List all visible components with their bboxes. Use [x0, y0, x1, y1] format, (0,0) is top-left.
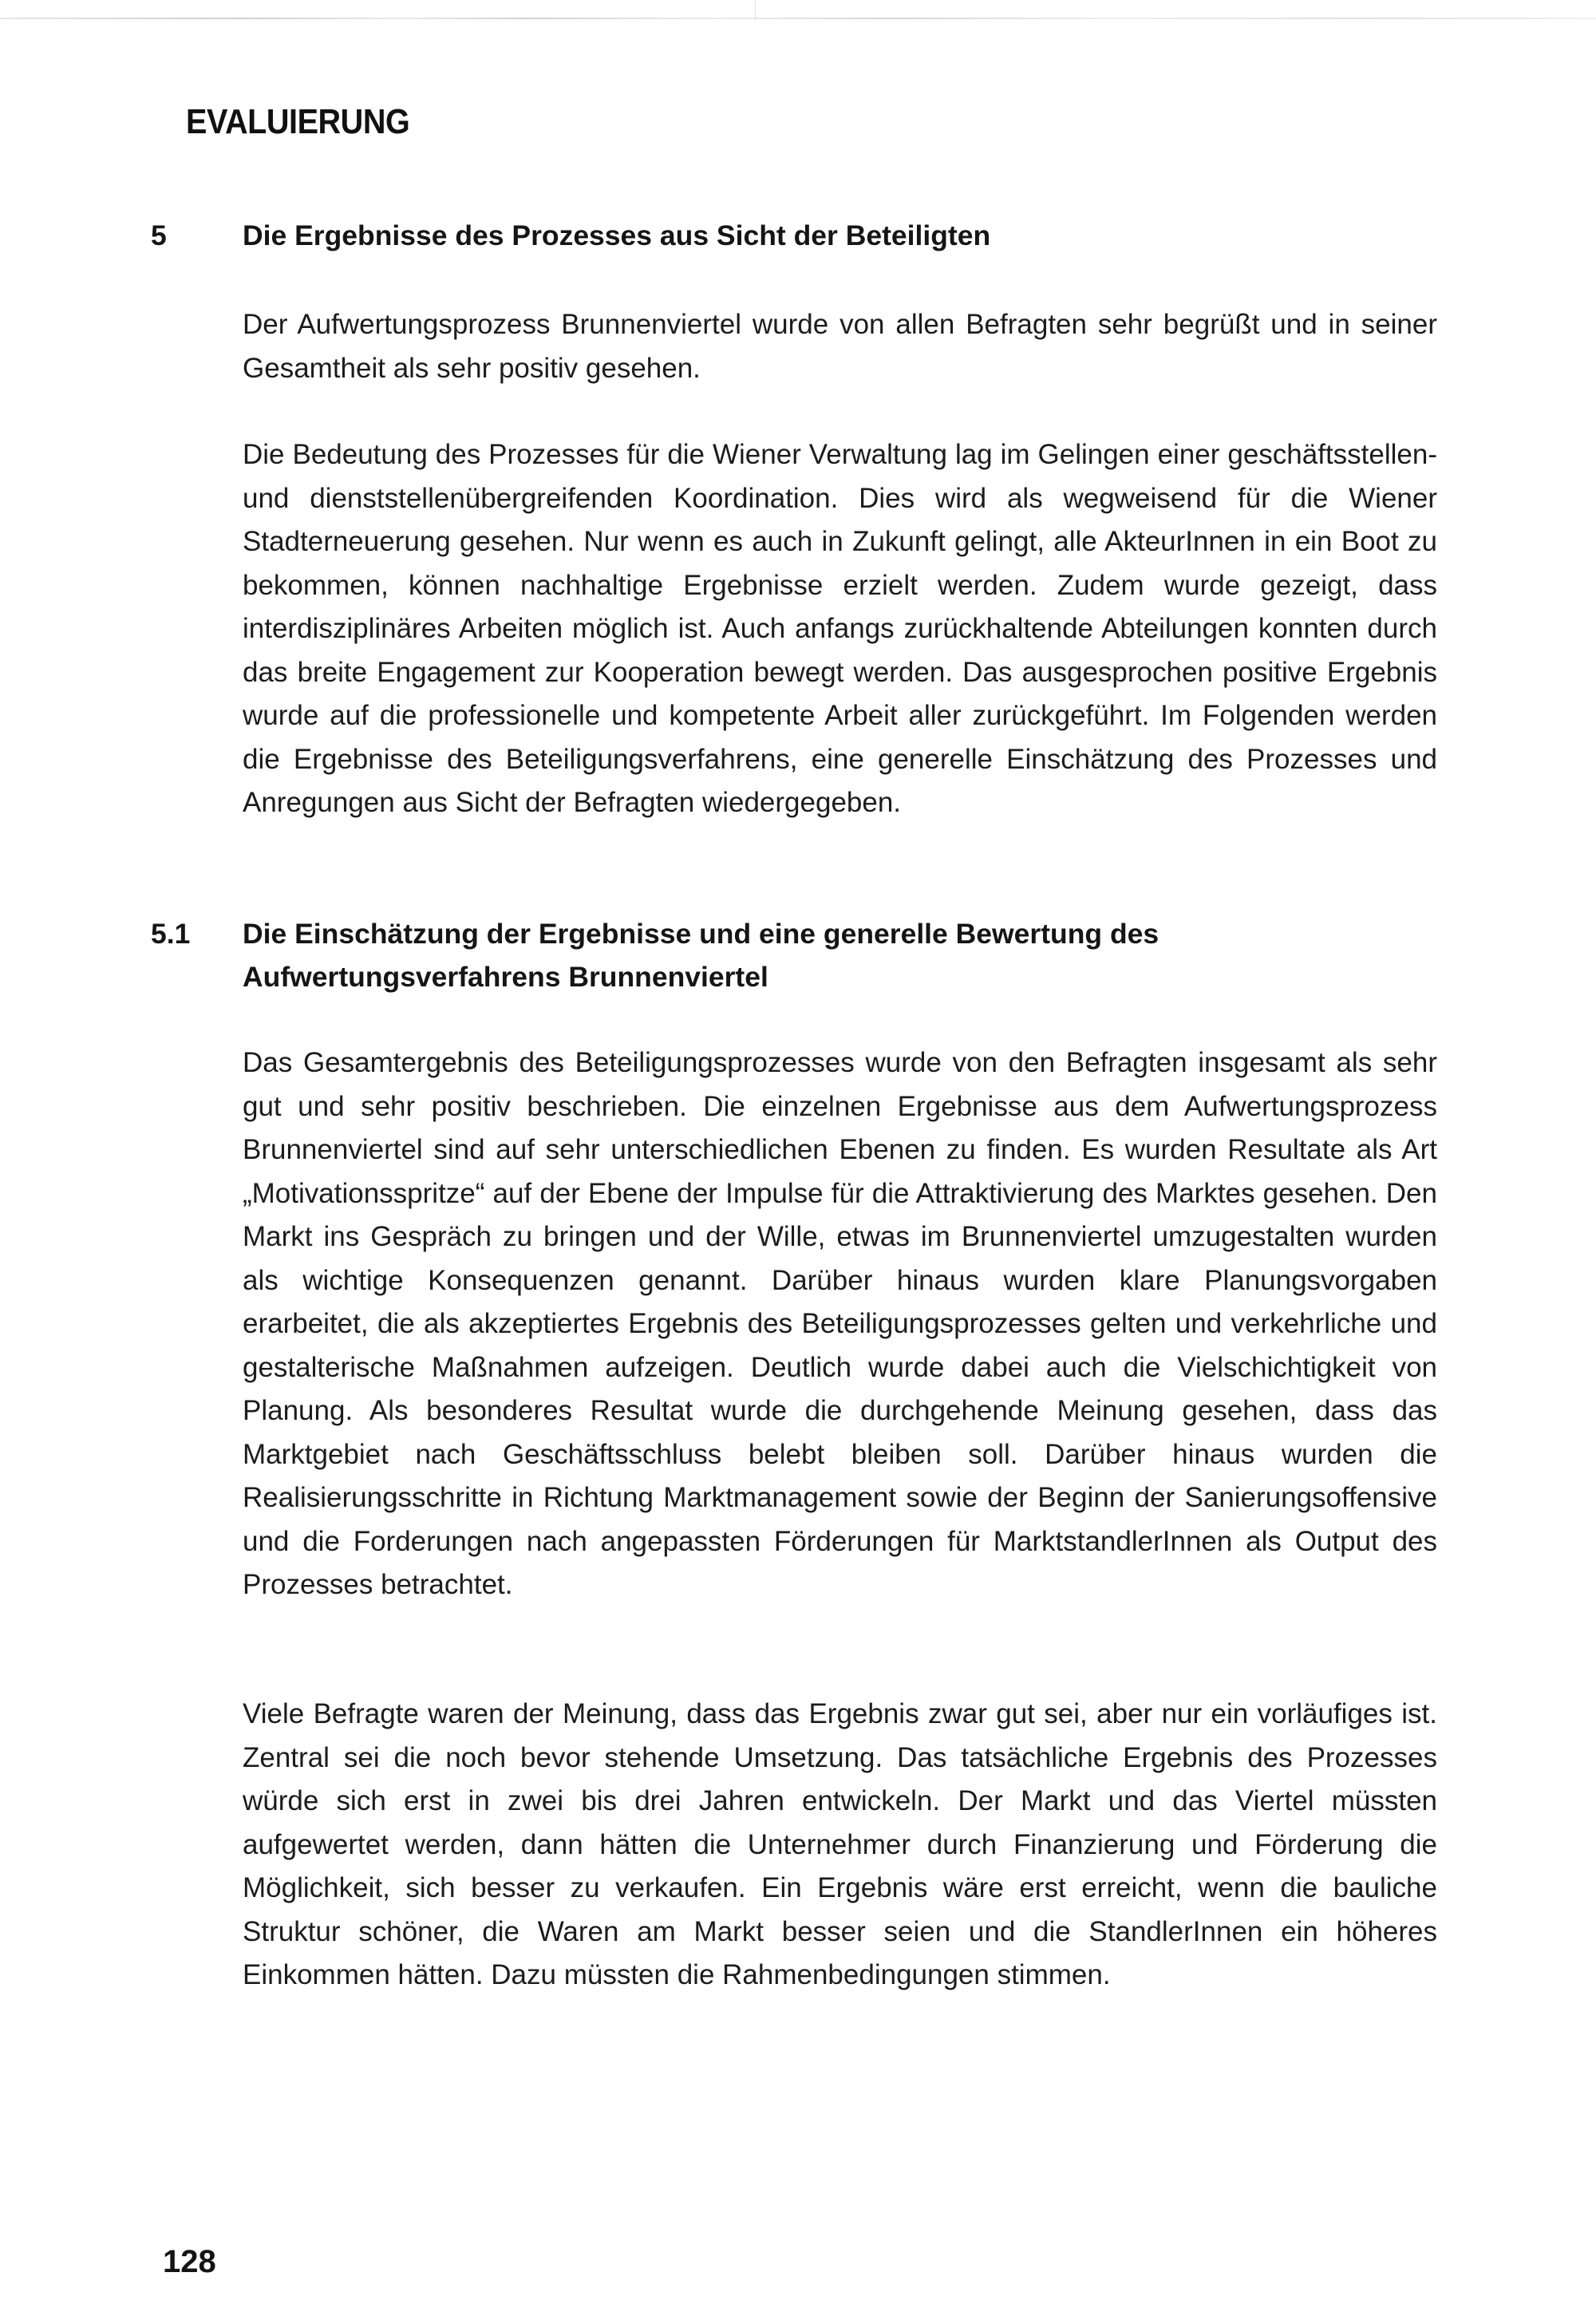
section-heading-5-1: [151, 912, 1468, 998]
scan-fold-mark: [755, 0, 756, 21]
page-number: 128: [163, 2244, 216, 2279]
paragraph-5-1-1: Das Gesamtergebnis des Beteiligungsprozesses wurde von den Befragten insgesamt als sehr gut und sehr positiv beschrieben. Die einzelnen Ergebnisse aus dem Aufwertungsprozess Brunnenviertel sind auf sehr unterschiedlichen Ebenen zu finden. Es wurden Resultate als Art „Motivationsspritze“ auf der Ebene der Impulse für die Attraktivierung des Marktes gesehen. Den Markt ins Gespräch zu bringen und der Wille, etwas im Brunnenviertel umzugestalten wurden als wichtige Konsequenzen genannt. Darüber hinaus wurden klare Planungsvorgaben erarbeitet, die als akzeptiertes Ergebnis des Beteiligungsprozesses gelten und verkehrliche und gestalterische Maßnahmen aufzeigen. Deutlich wurde dabei auch die Vielschichtigkeit von Planung. Als besonderes Resultat wurde die durchgehende Meinung gesehen, dass das Marktgebiet nach Geschäftsschluss belebt bleiben soll. Darüber hinaus wurden die Realisierungsschritte in Richtung Marktmanagement sowie der Beginn der Sanierungsoffensive und die Forderungen nach angepassten Förderungen für MarktstandlerInnen als Output des Prozesses betrachtet.: [243, 1047, 1437, 1600]
paragraph-5-2: Die Bedeutung des Prozesses für die Wiener Verwaltung lag im Gelingen einer geschäftsstellen- und dienststellenübergreifenden Koordination. Dies wird als wegweisend für die Wiener Stadterneuerung gesehen. Nur wenn es auch in Zukunft gelingt, alle AkteurInnen in ein Boot zu bekommen, können nachhaltige Ergebnisse erzielt werden. Zudem wurde gezeigt, dass interdisziplinäres Arbeiten möglich ist. Auch anfangs zurückhaltende Abteilungen konnten durch das breite Engagement zur Kooperation bewegt werden. Das ausgesprochen positive Ergebnis wurde auf die professionelle und kompetente Arbeit aller zurückgeführt. Im Folgenden werden die Ergebnisse des Beteiligungsverfahrens, eine generelle Einschätzung des Prozesses und Anregungen aus Sicht der Befragten wiedergegeben.: [243, 439, 1437, 818]
section-number: 5: [151, 219, 167, 251]
section-heading-5: [151, 214, 1468, 257]
running-head: EVALUIERUNG: [186, 102, 410, 141]
section-number: 5.1: [151, 918, 191, 950]
section-title: Die Ergebnisse des Prozesses aus Sicht der Beteiligten: [243, 219, 991, 251]
scan-edge-line: [0, 18, 1596, 19]
paragraph-5-1-2: Viele Befragte waren der Meinung, dass das Ergebnis zwar gut sei, aber nur ein vorläufiges ist. Zentral sei die noch bevor stehende Umsetzung. Das tatsächliche Ergebnis des Prozesses würde sich erst in zwei bis drei Jahren entwickeln. Der Markt und das Viertel müssten aufgewertet werden, dann hätten die Unternehmer durch Finanzierung und Förderung die Möglichkeit, sich besser zu verkaufen. Ein Ergebnis wäre erst erreicht, wenn die bauliche Struktur schöner, die Waren am Markt besser seien und die StandlerInnen ein höheres Einkommen hätten. Dazu müssten die Rahmenbedingungen stimmen.: [243, 1698, 1437, 1990]
section-title: Die Einschätzung der Ergebnisse und eine generelle Bewertung des Aufwertungsverfahrens Brunnenviertel: [243, 918, 1159, 993]
paragraph-5-1: Der Aufwertungsprozess Brunnenviertel wurde von allen Befragten sehr begrüßt und in seiner Gesamtheit als sehr positiv gesehen.: [243, 309, 1437, 384]
